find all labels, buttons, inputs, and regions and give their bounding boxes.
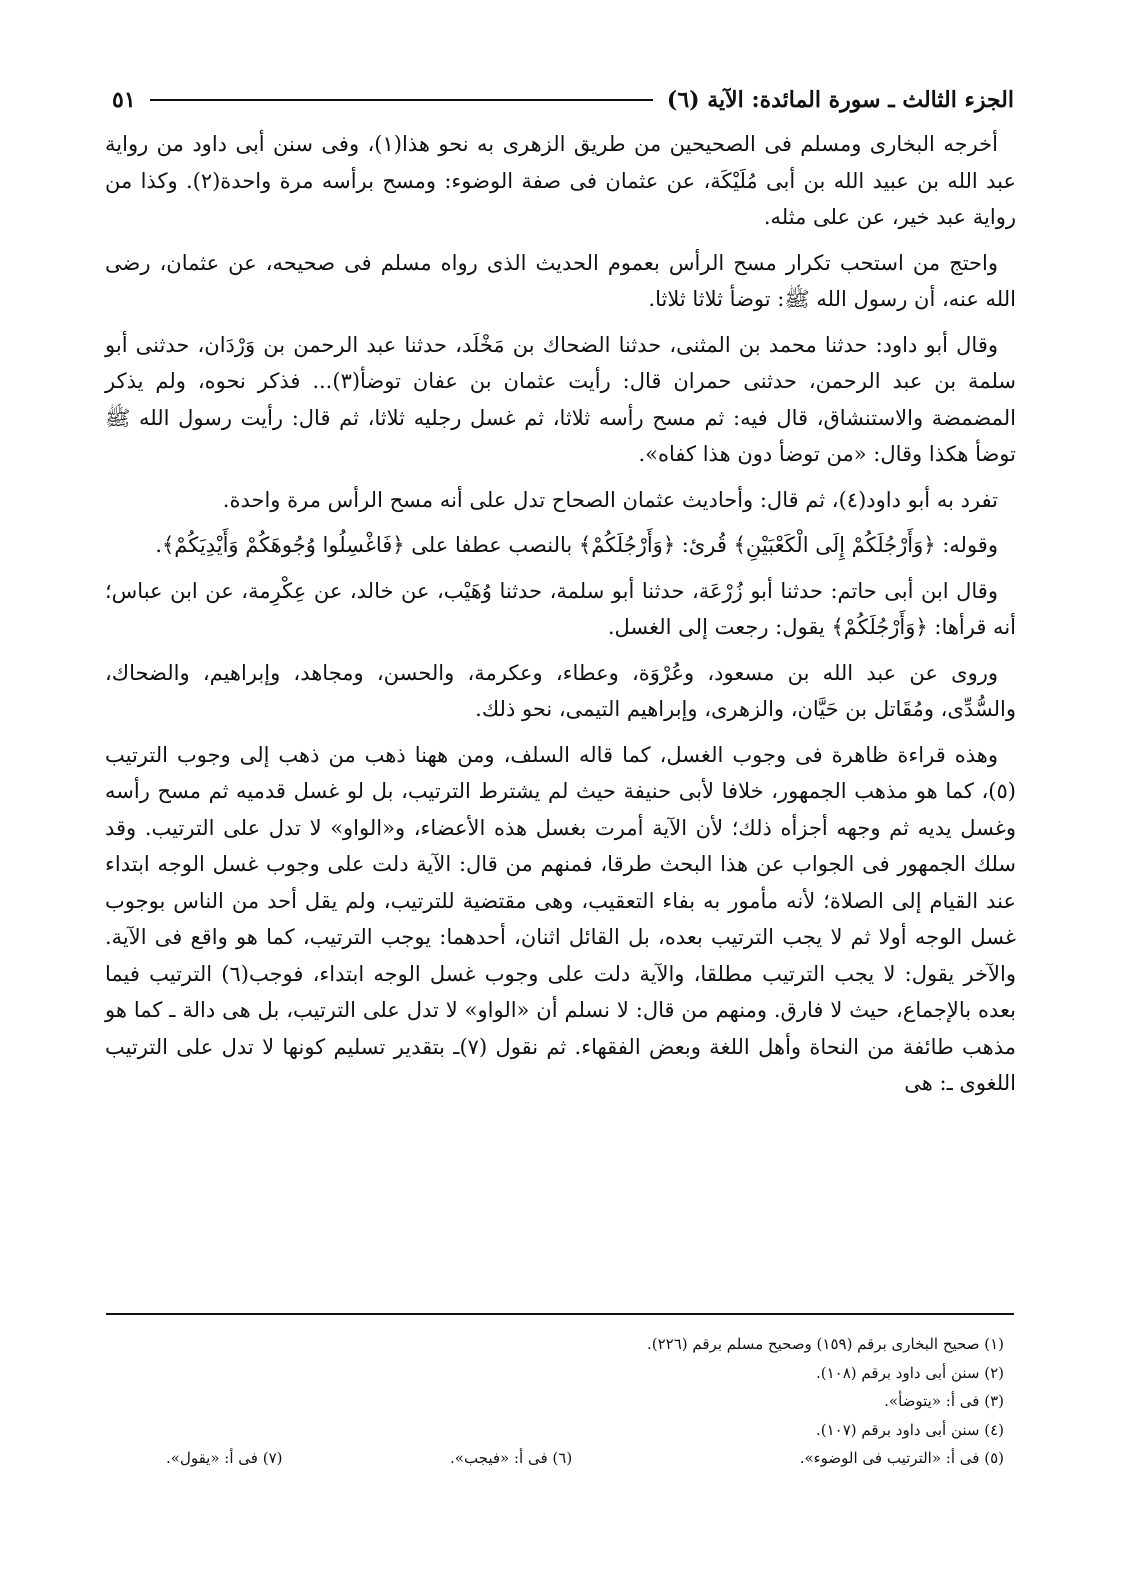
paragraph: وهذه قراءة ظاهرة فى وجوب الغسل، كما قاله السلف، ومن ههنا ذهب من ذهب إلى وجوب الترتيب (٥)، كما هو مذهب الجمهور، خلافا لأبى حنيفة حيث لم يشترط الترتيب، بل لو غسل قدميه ثم مسح رأسه وغسل يديه ثم وجهه أجزأه ذلك؛ لأن الآية أمرت بغسل هذه الأعضاء، و«الواو» لا تدل على الترتيب. وقد سلك الجمهور فى الجواب عن هذا البحث طرقا، فمنهم من قال: الآية دلت على وجوب غسل الوجه ابتداء عند القيام إلى الصلاة؛ لأنه مأمور به بفاء التعقيب، وهى مقتضية للترتيب، ولم يقل أحد من الناس بوجوب غسل الوجه أولا ثم لا يجب الترتيب بعده، بل القائل اثنان، أحدهما: يوجب الترتيب، كما هو واقع فى الآية. والآخر يقول: لا يجب الترتيب مطلقا، والآية دلت على وجوب غسل الوجه ابتداء، فوجب(٦) الترتيب فيما بعده بالإجماع، حيث لا فارق. ومنهم من قال: لا نسلم أن «الواو» لا تدل على الترتيب، بل هى دالة ـ كما هو مذهب طائفة من النحاة وأهل اللغة وبعض الفقهاء. ثم نقول (٧)ـ بتقدير تسليم كونها لا تدل على الترتيب اللغوى ـ: هى <box>105 742 1017 1095</box>
paragraph: وروى عن عبد الله بن مسعود، وعُرْوَة، وعطاء، وعكرمة، والحسن، ومجاهد، وإبراهيم، والضحاك، والسُّدِّى، ومُقَاتل بن حَيَّان، والزهرى، وإبراهيم التيمى، نحو ذلك. <box>105 660 1016 721</box>
footnote: (٦) فى أ: «فيجب». <box>450 1449 573 1467</box>
running-header <box>112 80 1014 120</box>
footnote: (٥) فى أ: «الترتيب فى الوضوء». <box>799 1449 1004 1467</box>
footnotes <box>106 1330 1004 1473</box>
footnote: (٢) سنن أبى داود برقم (١٠٨). <box>816 1363 1004 1382</box>
footnote-row <box>106 1444 1004 1473</box>
header-title: الجزء الثالث ـ سورة المائدة: الآية (٦) <box>666 87 1014 113</box>
footnote: (١) صحيح البخارى برقم (١٥٩) وصحيح مسلم برقم (٢٢٦). <box>646 1335 1004 1353</box>
paragraph: واحتج من استحب تكرار مسح الرأس بعموم الحديث الذى رواه مسلم فى صحيحه، عن عثمان، رضى الله عنه، أن رسول الله ﷺ: توضأ ثلاثا ثلاثا. <box>105 250 1016 311</box>
footnote-separator <box>106 1313 1014 1315</box>
paragraph: وقال أبو داود: حدثنا محمد بن المثنى، حدثنا الضحاك بن مَخْلَد، حدثنا عبد الرحمن بن وَرْدَان، حدثنى أبو سلمة بن عبد الرحمن، حدثنى حمران قال: رأيت عثمان بن عفان توضأ(٣)... فذكر نحوه، ولم يذكر المضمضة والاستنشاق، قال فيه: ثم مسح رأسه ثلاثا، ثم غسل رجليه ثلاثا، ثم قال: رأيت رسول الله ﷺ توضأ هكذا وقال: «من توضأ دون هذا كفاه». <box>105 332 1016 466</box>
page-number: ٥١ <box>112 87 136 113</box>
paragraph: أخرجه البخارى ومسلم فى الصحيحين من طريق الزهرى به نحو هذا(١)، وفى سنن أبى داود من رواية عبد الله بن عبيد الله بن أبى مُلَيْكَة، عن عثمان فى صفة الوضوء: ومسح برأسه مرة واحدة(٢). وكذا من رواية عبد خير، عن على مثله. <box>105 132 1017 229</box>
header-rule <box>150 99 653 101</box>
footnote: (٧) فى أ: «يقول». <box>166 1449 283 1467</box>
paragraph: وقال ابن أبى حاتم: حدثنا أبو زُرْعَة، حدثنا أبو سلمة، حدثنا وُهَيْب، عن خالد، عن عِكْرِمة، عن ابن عباس؛ أنه قرأها: ﴿وَأَرْجُلَكُمْ﴾ يقول: رجعت إلى الغسل. <box>105 578 1016 639</box>
paragraph: تفرد به أبو داود(٤)، ثم قال: وأحاديث عثمان الصحاح تدل على أنه مسح الرأس مرة واحدة. <box>222 487 998 512</box>
paragraph: وقوله: ﴿وَأَرْجُلَكُمْ إِلَى الْكَعْبَيْنِ﴾ قُرئ: ﴿وَأَرْجُلَكُمْ﴾ بالنصب عطفا على ﴿فَاغْسِلُوا وُجُوهَكُمْ وَأَيْدِيَكُمْ﴾. <box>155 533 998 557</box>
footnote: (٤) سنن أبى داود برقم (١٠٧). <box>816 1420 1004 1439</box>
footnote: (٣) فى أ: «يتوضأ». <box>884 1392 1004 1410</box>
main-text <box>105 126 1016 1111</box>
